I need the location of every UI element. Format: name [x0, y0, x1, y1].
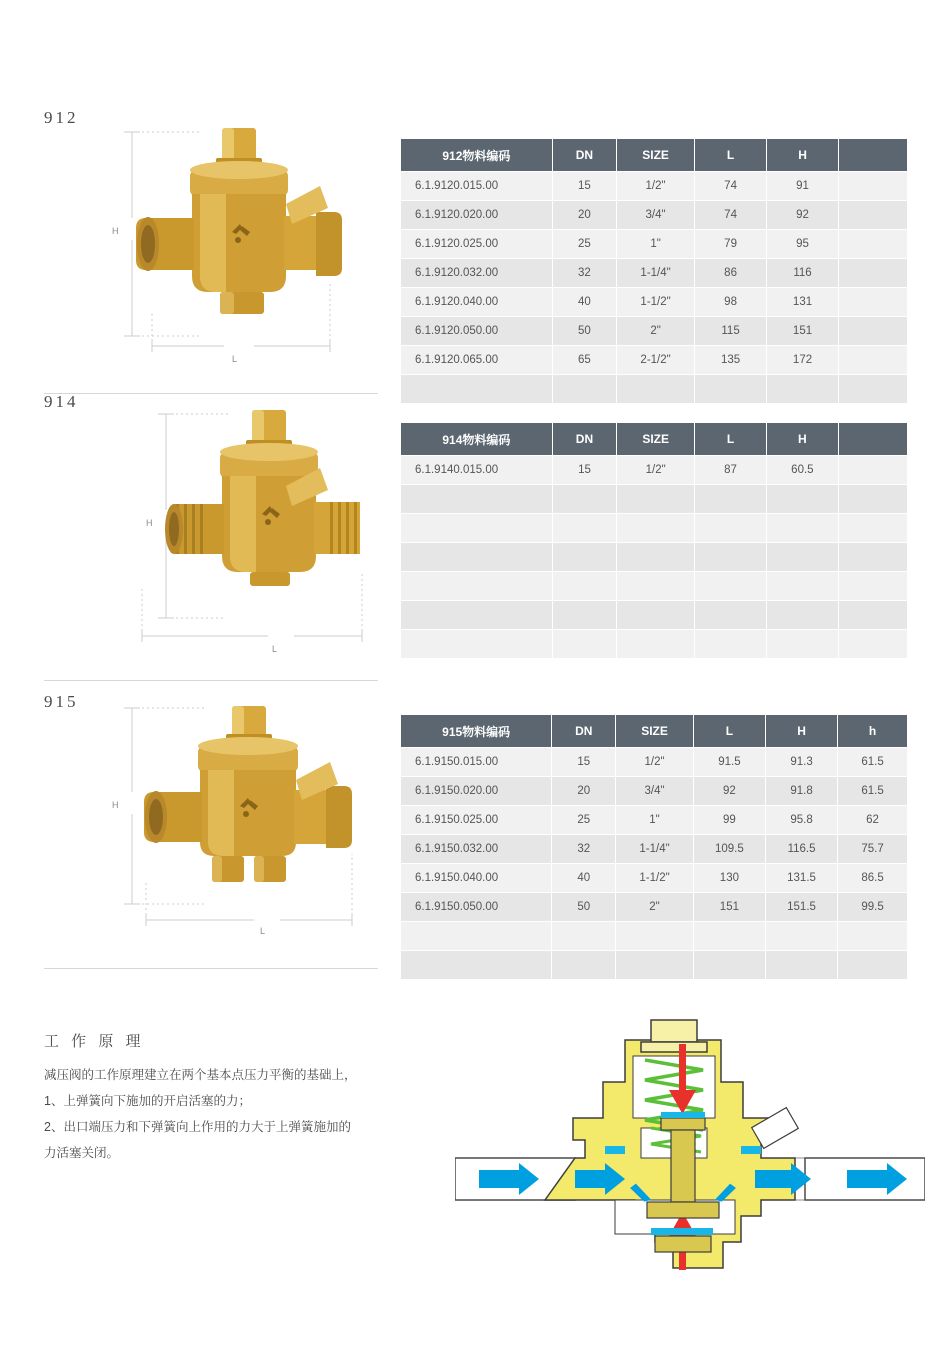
cell-size	[617, 485, 695, 514]
cell-l	[695, 514, 767, 543]
cell-l: 109.5	[693, 835, 765, 864]
cell-h	[765, 922, 837, 951]
cell-extra	[838, 630, 907, 659]
cell-h: 151	[767, 317, 839, 346]
table-row	[401, 172, 908, 201]
cell-l	[695, 601, 767, 630]
table-header-row	[401, 715, 908, 748]
cell-dn	[552, 375, 616, 404]
cell-size	[617, 543, 695, 572]
col-size: SIZE	[617, 423, 695, 456]
cell-h	[767, 375, 839, 404]
cell-dn: 20	[552, 201, 616, 230]
cell-extra	[838, 572, 907, 601]
cell-dn: 65	[552, 346, 616, 375]
table-row	[401, 835, 908, 864]
cell-code: 6.1.9120.032.00	[401, 259, 553, 288]
table-row	[401, 893, 908, 922]
principle-line-1: 减压阀的工作原理建立在两个基本点压力平衡的基础上，	[44, 1068, 357, 1082]
cell-l: 151	[693, 893, 765, 922]
cell-dn: 25	[552, 806, 616, 835]
col-h-small: h	[838, 715, 908, 748]
cell-extra	[838, 514, 907, 543]
table-row	[401, 288, 908, 317]
table-row	[401, 514, 908, 543]
cell-code: 6.1.9120.050.00	[401, 317, 553, 346]
cell-h	[766, 485, 838, 514]
cell-h: 131.5	[765, 864, 837, 893]
cell-code	[401, 922, 552, 951]
cell-h-small: 86.5	[838, 864, 908, 893]
table-row	[401, 777, 908, 806]
cell-l	[693, 951, 765, 980]
model-label-914: 914	[44, 392, 79, 411]
dimension-l-915: L	[260, 926, 266, 936]
product-drawing-915	[104, 692, 404, 942]
col-size: SIZE	[617, 139, 695, 172]
table-header-row	[401, 423, 908, 456]
cell-l	[695, 375, 767, 404]
cell-dn	[552, 601, 616, 630]
cell-size: 1/2"	[616, 748, 694, 777]
table-row	[401, 317, 908, 346]
cell-l	[693, 922, 765, 951]
cell-l: 87	[695, 456, 767, 485]
cell-h: 151.5	[765, 893, 837, 922]
cell-h: 91	[767, 172, 839, 201]
cell-h-small: 99.5	[838, 893, 908, 922]
table-row	[401, 748, 908, 777]
col-l: L	[695, 139, 767, 172]
cell-h-small	[838, 951, 908, 980]
col-h: H	[765, 715, 837, 748]
cell-extra	[839, 317, 908, 346]
cell-l	[695, 630, 767, 659]
col-extra	[839, 139, 908, 172]
cell-code	[401, 543, 553, 572]
cell-code	[401, 375, 553, 404]
table-row	[401, 346, 908, 375]
table-row	[401, 601, 908, 630]
cell-h-small: 61.5	[838, 777, 908, 806]
cell-size: 2"	[616, 893, 694, 922]
col-l: L	[693, 715, 765, 748]
table-row	[401, 375, 908, 404]
cell-h: 116.5	[765, 835, 837, 864]
cell-h: 60.5	[766, 456, 838, 485]
cell-h: 92	[767, 201, 839, 230]
cell-size	[616, 951, 694, 980]
cell-dn: 50	[552, 317, 616, 346]
principle-line-4: 力活塞关闭。	[44, 1146, 120, 1160]
cell-extra	[838, 485, 907, 514]
col-l: L	[695, 423, 767, 456]
table-row	[401, 456, 908, 485]
dimension-l-914: L	[272, 644, 278, 654]
col-size: SIZE	[616, 715, 694, 748]
col-extra	[838, 423, 907, 456]
cell-code: 6.1.9120.065.00	[401, 346, 553, 375]
cell-code	[401, 601, 553, 630]
cell-code: 6.1.9120.020.00	[401, 201, 553, 230]
cell-size: 1/2"	[617, 172, 695, 201]
cell-size: 1"	[616, 806, 694, 835]
valve-cutaway-illustration	[455, 1000, 925, 1300]
cell-l: 74	[695, 172, 767, 201]
cell-l: 98	[695, 288, 767, 317]
cell-h: 116	[767, 259, 839, 288]
dimension-h-915: H	[112, 800, 119, 810]
cell-h	[766, 601, 838, 630]
cell-h-small: 61.5	[838, 748, 908, 777]
cell-code: 6.1.9150.020.00	[401, 777, 552, 806]
principle-title: 工 作 原 理	[44, 1033, 145, 1050]
cell-extra	[839, 259, 908, 288]
cell-code: 6.1.9150.032.00	[401, 835, 552, 864]
cell-size: 2"	[617, 317, 695, 346]
table-row	[401, 259, 908, 288]
cell-extra	[839, 201, 908, 230]
cell-h: 95.8	[765, 806, 837, 835]
dimension-l-912: L	[232, 354, 238, 364]
cell-dn: 50	[552, 893, 616, 922]
cell-size: 1-1/4"	[616, 835, 694, 864]
cell-h	[766, 572, 838, 601]
cell-extra	[839, 230, 908, 259]
cell-l: 99	[693, 806, 765, 835]
cell-size: 1-1/4"	[617, 259, 695, 288]
product-drawing-914	[104, 392, 404, 654]
cell-h	[766, 630, 838, 659]
model-label-915: 915	[44, 692, 79, 711]
cell-dn	[552, 630, 616, 659]
cell-dn: 40	[552, 288, 616, 317]
col-code: 912物料编码	[401, 139, 553, 172]
table-row	[401, 864, 908, 893]
model-label-912: 912	[44, 108, 79, 127]
cell-size	[617, 514, 695, 543]
cell-size: 2-1/2"	[617, 346, 695, 375]
cell-extra	[839, 346, 908, 375]
cell-code	[401, 572, 553, 601]
cell-code: 6.1.9120.025.00	[401, 230, 553, 259]
cell-code: 6.1.9150.040.00	[401, 864, 552, 893]
cell-h: 172	[767, 346, 839, 375]
cell-l: 91.5	[693, 748, 765, 777]
table-row	[401, 630, 908, 659]
col-code: 914物料编码	[401, 423, 553, 456]
cell-size: 3/4"	[616, 777, 694, 806]
cell-code: 6.1.9150.025.00	[401, 806, 552, 835]
cell-code	[401, 951, 552, 980]
table-row	[401, 485, 908, 514]
col-code: 915物料编码	[401, 715, 552, 748]
table-row	[401, 572, 908, 601]
cell-code	[401, 485, 553, 514]
cell-extra	[839, 375, 908, 404]
cell-code: 6.1.9140.015.00	[401, 456, 553, 485]
cell-dn: 15	[552, 172, 616, 201]
principle-line-3: 2、出口端压力和下弹簧向上作用的力大于上弹簧施加的	[44, 1120, 351, 1134]
table-row	[401, 806, 908, 835]
principle-body	[44, 1062, 424, 1166]
cell-code: 6.1.9150.015.00	[401, 748, 552, 777]
table-row	[401, 922, 908, 951]
cell-h: 95	[767, 230, 839, 259]
cell-extra	[838, 456, 907, 485]
cell-size	[617, 630, 695, 659]
principle-line-2: 1、上弹簧向下施加的开启活塞的力；	[44, 1094, 251, 1108]
dimension-h-912: H	[112, 226, 119, 236]
cell-dn	[552, 572, 616, 601]
cell-h-small: 62	[838, 806, 908, 835]
cell-l	[695, 485, 767, 514]
col-dn: DN	[552, 715, 616, 748]
cell-dn	[552, 485, 616, 514]
cell-size: 1-1/2"	[617, 288, 695, 317]
col-dn: DN	[552, 423, 616, 456]
spec-table-915	[400, 714, 908, 980]
cell-h: 91.8	[765, 777, 837, 806]
cell-h: 91.3	[765, 748, 837, 777]
cell-size	[617, 572, 695, 601]
cell-extra	[839, 172, 908, 201]
cell-code	[401, 514, 553, 543]
cell-code: 6.1.9120.015.00	[401, 172, 553, 201]
cell-extra	[838, 601, 907, 630]
cell-l: 86	[695, 259, 767, 288]
cell-code: 6.1.9120.040.00	[401, 288, 553, 317]
cell-l	[695, 543, 767, 572]
cell-dn	[552, 951, 616, 980]
cell-l	[695, 572, 767, 601]
spec-table-914	[400, 422, 908, 659]
spec-table-912	[400, 138, 908, 404]
cell-l: 92	[693, 777, 765, 806]
col-h: H	[766, 423, 838, 456]
cell-dn: 40	[552, 864, 616, 893]
cell-l: 130	[693, 864, 765, 893]
dimension-h-914: H	[146, 518, 153, 528]
cell-h	[766, 543, 838, 572]
working-principle-diagram	[455, 1000, 925, 1300]
table-row	[401, 230, 908, 259]
cell-size	[616, 922, 694, 951]
cell-l: 74	[695, 201, 767, 230]
cell-l: 79	[695, 230, 767, 259]
col-h: H	[767, 139, 839, 172]
cell-size: 1-1/2"	[616, 864, 694, 893]
cell-h	[766, 514, 838, 543]
cell-h	[765, 951, 837, 980]
cell-dn: 25	[552, 230, 616, 259]
product-drawing-912	[104, 108, 404, 364]
col-dn: DN	[552, 139, 616, 172]
cell-h-small: 75.7	[838, 835, 908, 864]
table-row	[401, 543, 908, 572]
divider-914	[44, 680, 378, 681]
divider-915	[44, 968, 378, 969]
cell-h-small	[838, 922, 908, 951]
table-row	[401, 951, 908, 980]
cell-dn: 15	[552, 748, 616, 777]
cell-code	[401, 630, 553, 659]
cell-size: 3/4"	[617, 201, 695, 230]
cell-size: 1"	[617, 230, 695, 259]
cell-size: 1/2"	[617, 456, 695, 485]
cell-h: 131	[767, 288, 839, 317]
table-header-row	[401, 139, 908, 172]
cell-dn: 32	[552, 259, 616, 288]
valve-912-illustration	[104, 108, 404, 358]
valve-915-illustration	[104, 692, 404, 942]
cell-l: 135	[695, 346, 767, 375]
cell-dn: 32	[552, 835, 616, 864]
cell-code: 6.1.9150.050.00	[401, 893, 552, 922]
cell-dn	[552, 543, 616, 572]
cell-dn: 15	[552, 456, 616, 485]
cell-size	[617, 601, 695, 630]
cell-dn	[552, 514, 616, 543]
cell-size	[617, 375, 695, 404]
cell-dn: 20	[552, 777, 616, 806]
cell-l: 115	[695, 317, 767, 346]
cell-dn	[552, 922, 616, 951]
table-row	[401, 201, 908, 230]
cell-extra	[838, 543, 907, 572]
cell-extra	[839, 288, 908, 317]
